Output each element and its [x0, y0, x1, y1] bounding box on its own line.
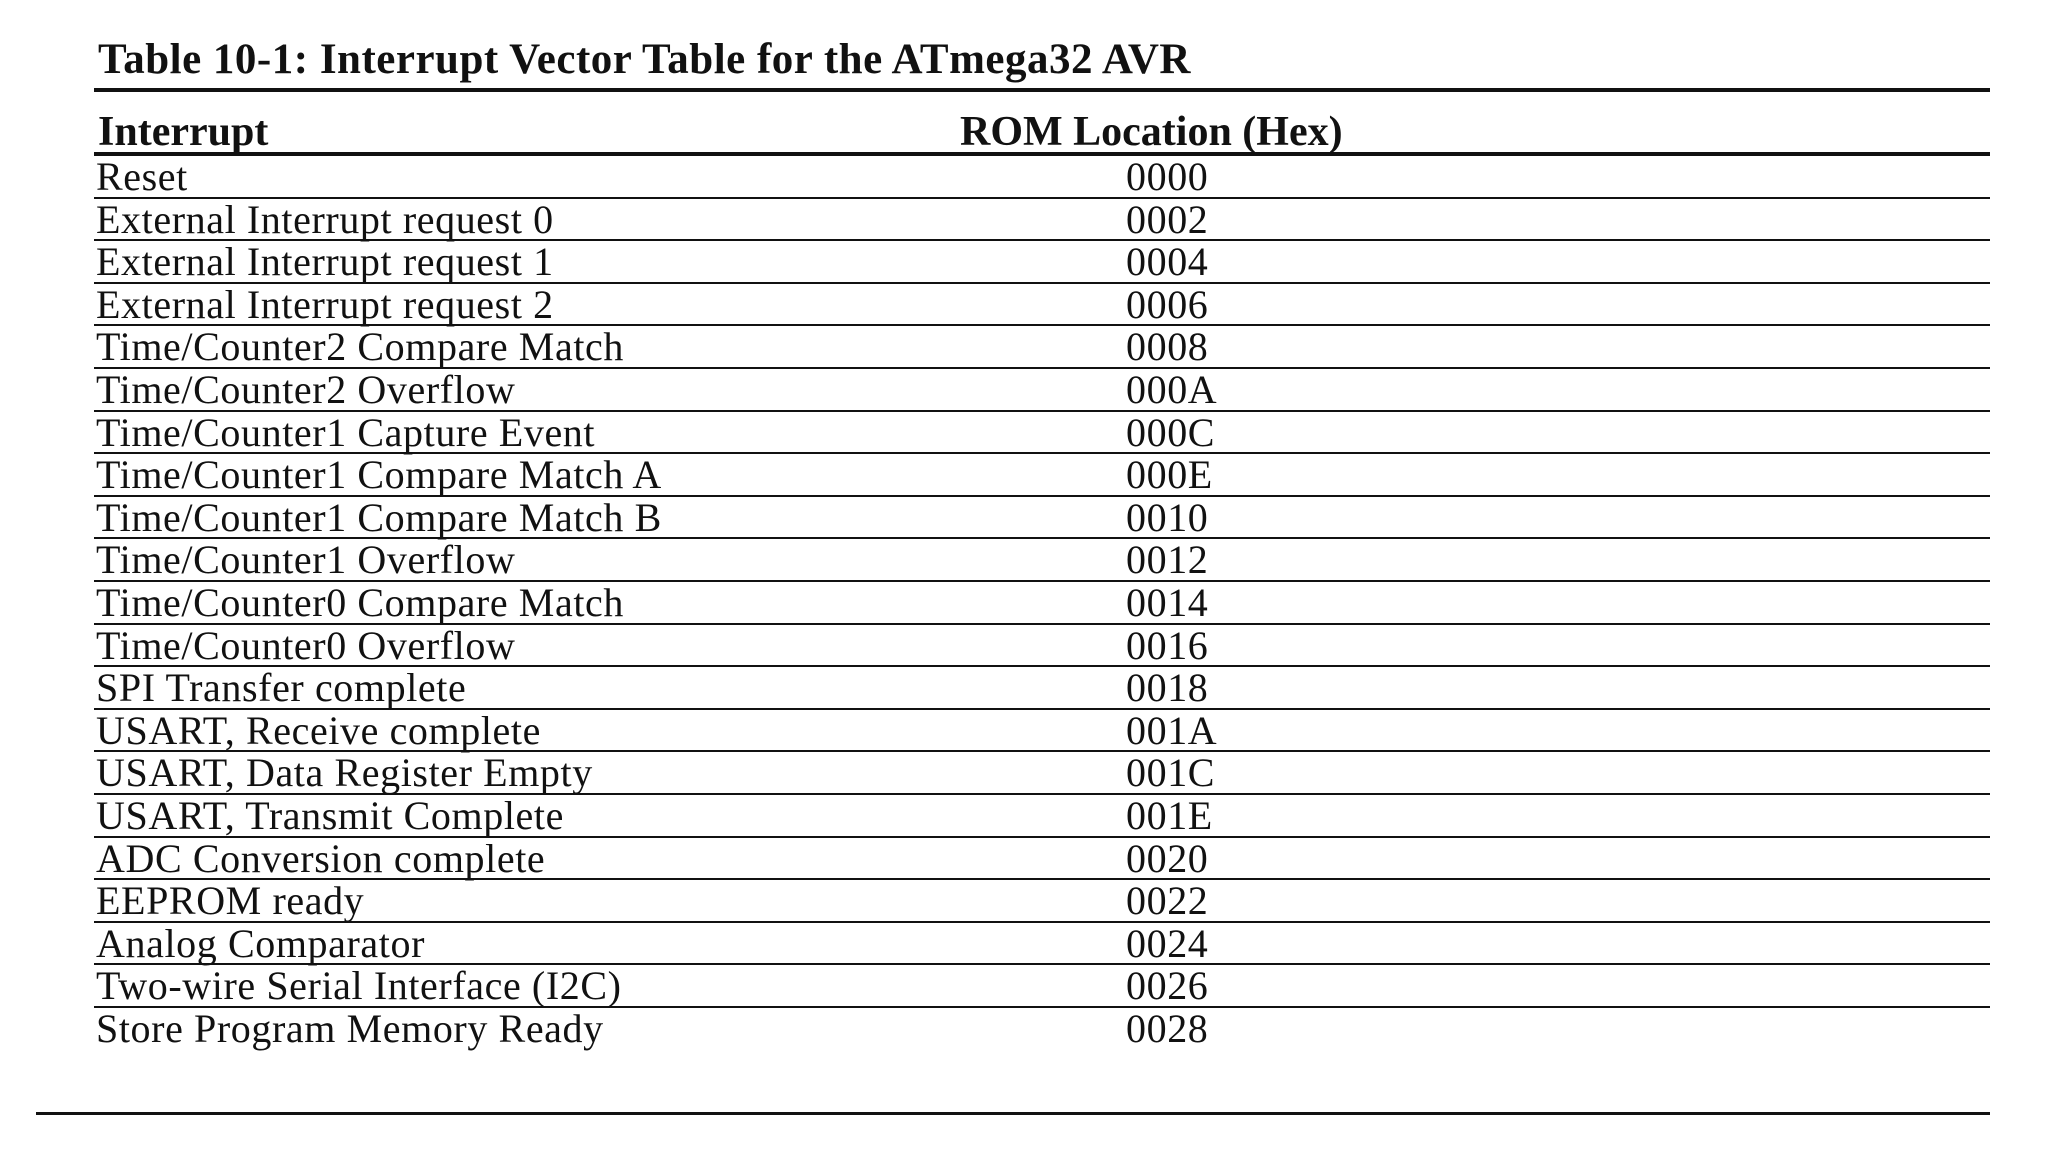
interrupt-name-cell: External Interrupt request 0	[96, 196, 554, 242]
table-row	[94, 454, 1990, 497]
interrupt-name-cell: SPI Transfer complete	[96, 665, 467, 711]
interrupt-name-cell: Store Program Memory Ready	[96, 1005, 604, 1051]
rom-location-cell: 0006	[1126, 281, 1209, 327]
interrupt-name-cell: Two-wire Serial Interface (I2C)	[96, 963, 622, 1009]
table-bottom-rule	[36, 1112, 1990, 1115]
table-row	[94, 409, 1990, 455]
table-row	[94, 579, 1990, 625]
interrupt-name-cell: ADC Conversion complete	[96, 835, 546, 881]
rom-location-cell: 0002	[1126, 196, 1209, 242]
table-row	[94, 281, 1990, 327]
column-header-rom-location: ROM Location (Hex)	[960, 109, 1343, 155]
interrupt-name-cell: Time/Counter1 Capture Event	[96, 409, 596, 455]
rom-location-cell: 000E	[1126, 452, 1213, 498]
rom-location-cell: 0010	[1126, 494, 1209, 540]
column-header-interrupt: Interrupt	[98, 109, 269, 155]
interrupt-name-cell: Time/Counter2 Overflow	[96, 366, 516, 412]
rom-location-cell: 0004	[1126, 239, 1209, 285]
table-row	[94, 792, 1990, 838]
table-row	[94, 1005, 1990, 1051]
interrupt-name-cell: USART, Receive complete	[96, 707, 541, 753]
table-body	[94, 156, 1990, 1050]
rom-location-cell: 000C	[1126, 409, 1216, 455]
table-row	[94, 494, 1990, 540]
table-row	[94, 366, 1990, 412]
interrupt-vector-table	[94, 110, 1990, 1050]
interrupt-name-cell: EEPROM ready	[96, 878, 365, 924]
interrupt-name-cell: Time/Counter1 Overflow	[96, 537, 516, 583]
table-row	[94, 707, 1990, 753]
table-row	[94, 622, 1990, 668]
table-row	[94, 880, 1990, 923]
rom-location-cell: 0008	[1126, 324, 1209, 370]
table-row	[94, 326, 1990, 369]
rom-location-cell: 0020	[1126, 835, 1209, 881]
table-row	[94, 752, 1990, 795]
interrupt-name-cell: Time/Counter1 Compare Match B	[96, 494, 662, 540]
rom-location-cell: 0026	[1126, 963, 1209, 1009]
table-row	[94, 539, 1990, 582]
rom-location-cell: 0024	[1126, 920, 1209, 966]
table-header-row	[94, 110, 1990, 156]
table-row	[94, 241, 1990, 284]
rom-location-cell: 0014	[1126, 579, 1209, 625]
rom-location-cell: 0012	[1126, 537, 1209, 583]
interrupt-name-cell: USART, Transmit Complete	[96, 792, 564, 838]
interrupt-name-cell: Time/Counter0 Compare Match	[96, 579, 624, 625]
table-row	[94, 196, 1990, 242]
rom-location-cell: 001C	[1126, 750, 1216, 796]
interrupt-name-cell: Time/Counter1 Compare Match A	[96, 452, 662, 498]
rom-location-cell: 0028	[1126, 1005, 1209, 1051]
rom-location-cell: 001E	[1126, 792, 1213, 838]
interrupt-name-cell: External Interrupt request 1	[96, 239, 554, 285]
rom-location-cell: 001A	[1126, 707, 1218, 753]
interrupt-name-cell: Reset	[96, 154, 188, 199]
interrupt-name-cell: External Interrupt request 2	[96, 281, 554, 327]
rom-location-cell: 0018	[1126, 665, 1209, 711]
caption-rule	[94, 88, 1990, 92]
interrupt-name-cell: Time/Counter0 Overflow	[96, 622, 516, 668]
table-row	[94, 835, 1990, 881]
rom-location-cell: 0000	[1126, 154, 1209, 199]
rom-location-cell: 0016	[1126, 622, 1209, 668]
interrupt-name-cell: Time/Counter2 Compare Match	[96, 324, 624, 370]
interrupt-name-cell: USART, Data Register Empty	[96, 750, 593, 796]
table-row	[94, 965, 1990, 1008]
rom-location-cell: 0022	[1126, 878, 1209, 924]
table-row	[94, 667, 1990, 710]
rom-location-cell: 000A	[1126, 366, 1218, 412]
table-row	[94, 920, 1990, 966]
interrupt-name-cell: Analog Comparator	[96, 920, 426, 966]
table-caption: Table 10-1: Interrupt Vector Table for the ATmega32 AVR	[98, 36, 1191, 83]
table-row	[94, 156, 1990, 199]
